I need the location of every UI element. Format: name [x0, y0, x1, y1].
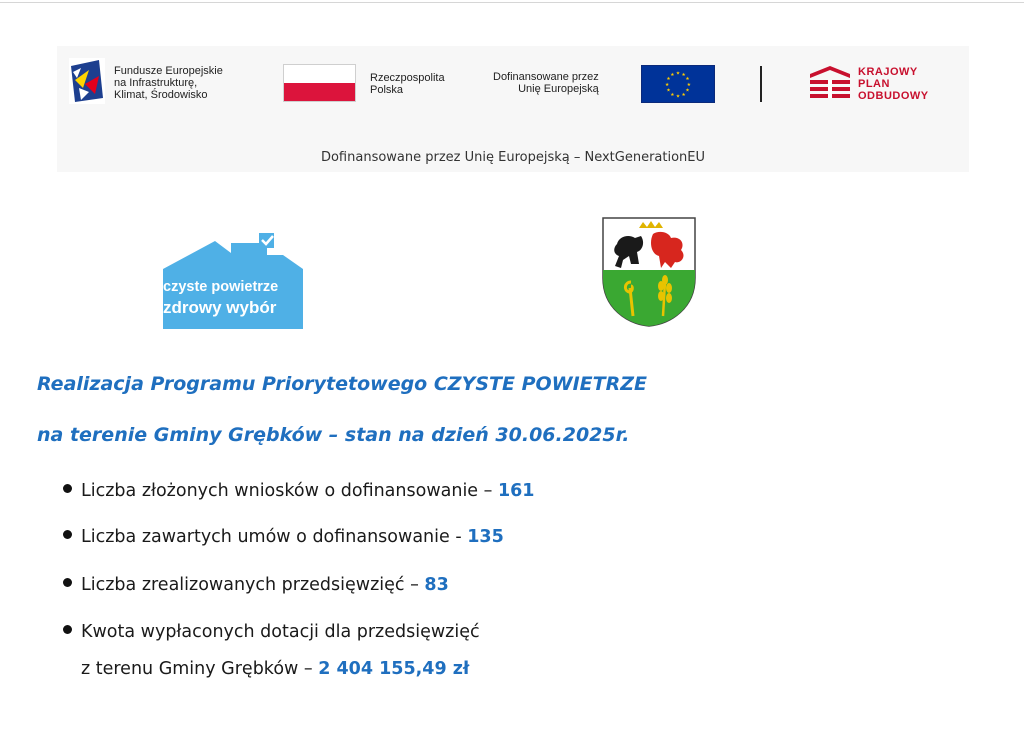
svg-text:★: ★: [670, 92, 675, 98]
bullet-icon: [63, 578, 72, 587]
kpo-logo-mark: [808, 64, 852, 102]
stat-grant-amount: [63, 622, 480, 642]
svg-text:★: ★: [666, 88, 671, 94]
svg-text:★: ★: [681, 72, 686, 78]
stat-value: 161: [497, 481, 535, 501]
krajowy-plan-odbudowy-text: KRAJOWY PLAN ODBUDOWY: [858, 66, 929, 102]
report-title-line1: Realizacja Programu Priorytetowego CZYSTE POWIETRZE: [37, 373, 647, 395]
svg-text:★: ★: [675, 71, 681, 77]
bullet-icon: [63, 625, 72, 634]
gmina-grebkow-coat-of-arms: [601, 216, 697, 328]
stat-completed-projects: [63, 575, 449, 595]
stat-label: Liczba złożonych wniosków o dofinansowanie –: [81, 481, 498, 501]
program-logo-line1: czyste powietrze: [163, 279, 279, 295]
top-divider: [0, 2, 1024, 3]
svg-text:★: ★: [681, 92, 686, 98]
funding-banner: [57, 46, 969, 172]
banner-caption: Dofinansowane przez Unię Europejską – NextGenerationEU: [320, 150, 706, 165]
bullet-icon: [63, 484, 72, 493]
svg-text:★: ★: [685, 77, 690, 83]
czyste-powietrze-logo: [163, 231, 305, 329]
stat-label: Liczba zrealizowanych przedsięwzięć –: [81, 575, 425, 595]
stat-label: Liczba zawartych umów o dofinansowanie -: [81, 527, 468, 547]
report-title-line2: na terenie Gminy Grębków – stan na dzień 30.06.2025r.: [37, 424, 630, 446]
stat-contracts: [63, 527, 504, 547]
stat-value: 135: [467, 527, 504, 547]
bullet-icon: [63, 530, 72, 539]
svg-text:★: ★: [664, 82, 670, 88]
stat-value: 2 404 155,49 zł: [318, 659, 470, 679]
stat-label-continued: z terenu Gminy Grębków –: [81, 659, 319, 679]
svg-text:★: ★: [670, 72, 675, 78]
banner-separator: [760, 66, 762, 102]
svg-text:★: ★: [686, 82, 692, 88]
eu-cofinanced-text: Dofinansowane przez Unię Europejską: [493, 71, 599, 95]
svg-text:★: ★: [675, 94, 681, 100]
svg-text:★: ★: [685, 88, 690, 94]
stat-label: Kwota wypłaconych dotacji dla przedsięwzięć: [81, 622, 480, 642]
program-logo-line2: zdrowy wybór: [163, 298, 277, 317]
stat-grant-amount-continued: [81, 659, 469, 679]
fundusze-europejskie-text: Fundusze Europejskie na Infrastrukturę, Klimat, Środowisko: [114, 65, 223, 101]
eu-flag-icon: [641, 65, 715, 103]
stat-applications: [63, 481, 534, 501]
stat-value: 83: [424, 575, 449, 595]
rzeczpospolita-polska-text: Rzeczpospolita Polska: [370, 72, 445, 96]
svg-text:★: ★: [666, 77, 671, 83]
fundusze-europejskie-logo: [69, 58, 105, 104]
poland-flag-icon: [283, 64, 356, 102]
